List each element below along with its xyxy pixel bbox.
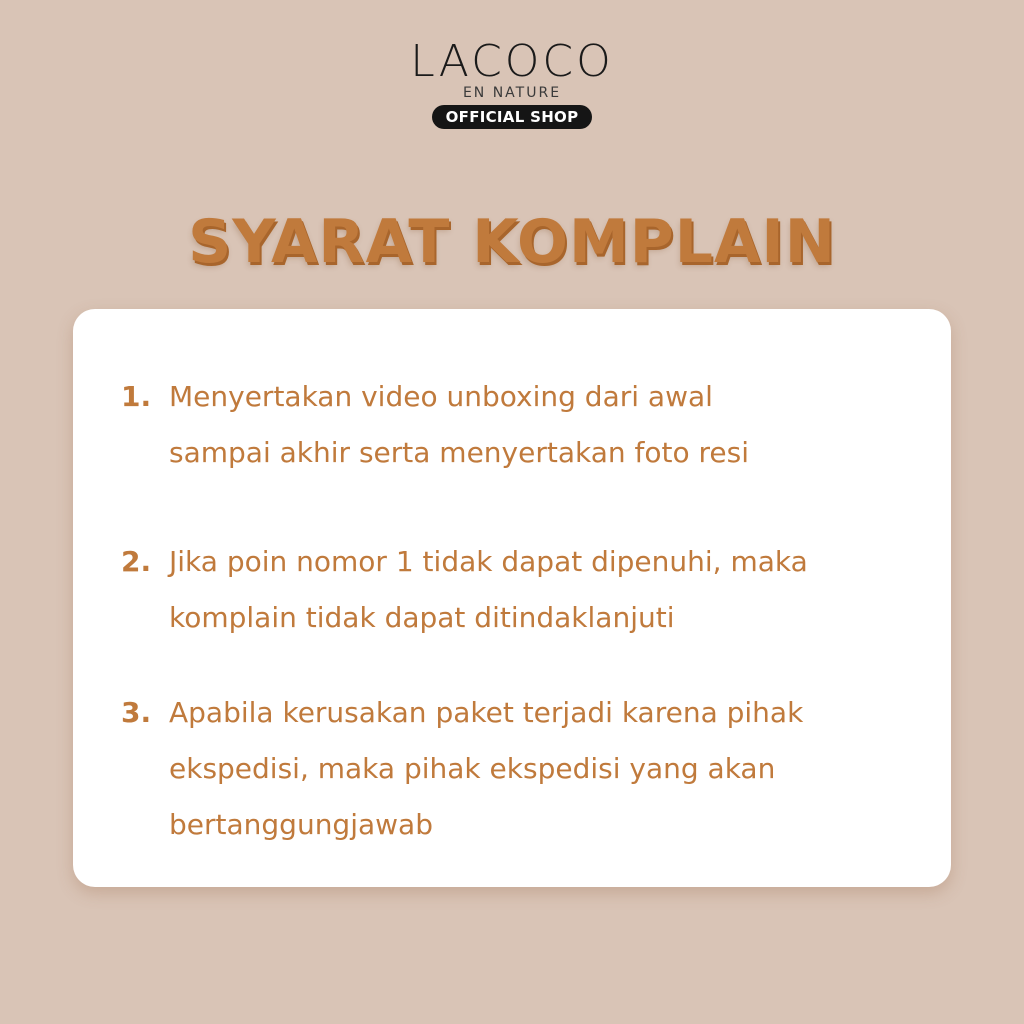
item-number: 1. [121, 380, 152, 413]
item-text-line: komplain tidak dapat ditindaklanjuti [169, 601, 675, 634]
item-text [169, 534, 921, 646]
page-title: SYARAT KOMPLAIN [188, 207, 836, 277]
item-text-line: Menyertakan video unboxing dari awal [169, 380, 713, 413]
item-text-line: sampai akhir serta menyertakan foto resi [169, 436, 750, 469]
item-text-line: Apabila kerusakan paket terjadi karena pihak [169, 696, 804, 729]
brand-subtitle: EN NATURE [462, 85, 562, 101]
brand-name: LACOCO [410, 36, 614, 87]
terms-card [73, 309, 951, 887]
brand-logo [0, 38, 1024, 129]
item-text-line: Jika poin nomor 1 tidak dapat dipenuhi, maka [169, 545, 808, 578]
item-text [169, 369, 921, 481]
list-item [121, 685, 921, 853]
item-number: 3. [121, 696, 152, 729]
item-text [169, 685, 921, 853]
official-shop-badge: OFFICIAL SHOP [432, 105, 593, 129]
item-text-line: bertanggungjawab [169, 808, 433, 841]
item-number: 2. [121, 545, 152, 578]
item-text-line: ekspedisi, maka pihak ekspedisi yang akan [169, 752, 776, 785]
list-item [121, 369, 921, 481]
list-item [121, 534, 921, 646]
